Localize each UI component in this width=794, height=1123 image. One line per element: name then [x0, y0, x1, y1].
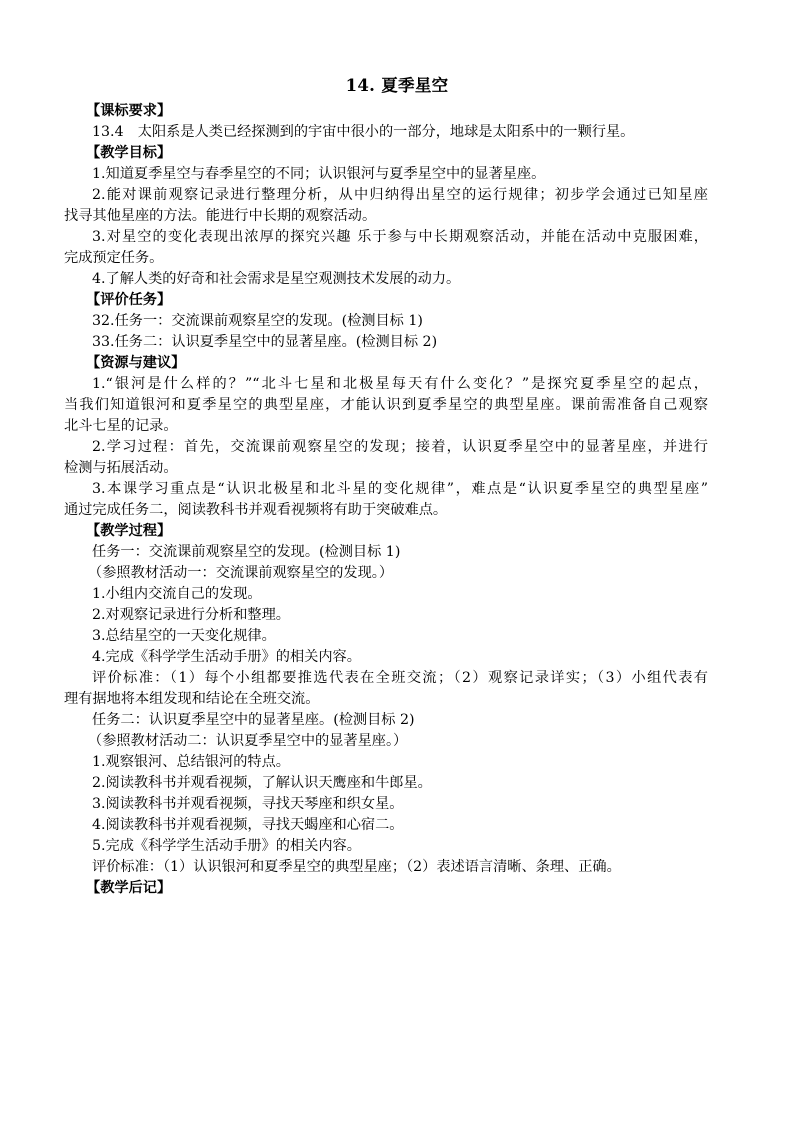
- assessment-line: 33.任务二：认识夏季星空中的显著星座。(检测目标 2): [92, 334, 438, 350]
- process-line: 5.完成《科学学生活动手册》的相关内容。: [92, 838, 361, 854]
- process-line: 3.总结星空的一天变化规律。: [92, 628, 276, 644]
- resources-line: 通过完成任务二，阅读教科书并观看视频将有助于突破难点。: [64, 502, 448, 518]
- section-heading-assessment: 【评价任务】: [86, 292, 172, 308]
- process-line: （参照教材活动二：认识夏季星空中的显著星座。）: [88, 733, 408, 749]
- goal-line: 找寻其他星座的方法。能进行中长期的观察活动。: [64, 208, 377, 224]
- section-heading-postscript: 【教学后记】: [86, 880, 172, 896]
- resources-line: 当我们知道银河和夏季星空的典型星座，才能认识到夏季星空的典型星座。课前需准备自己观察: [64, 397, 708, 413]
- process-line: 2.对观察记录进行分析和整理。: [92, 607, 290, 623]
- process-line: （参照教材活动一：交流课前观察星空的发现。）: [88, 565, 394, 581]
- section-heading-resources: 【资源与建议】: [86, 355, 186, 371]
- resources-line: 检测与拓展活动。: [64, 460, 178, 476]
- goal-line: 完成预定任务。: [64, 250, 164, 266]
- process-line: 任务二：认识夏季星空中的显著星座。(检测目标 2): [92, 712, 415, 728]
- process-line: 1.观察银河、总结银河的特点。: [92, 754, 290, 770]
- process-line: 任务一：交流课前观察星空的发现。(检测目标 1): [92, 544, 401, 560]
- process-line: 1.小组内交流自己的发现。: [92, 586, 262, 602]
- curriculum-line: 13.4 太阳系是人类已经探测到的宇宙中很小的一部分，地球是太阳系中的一颗行星。: [92, 124, 635, 140]
- goal-line: 1.知道夏季星空与春季星空的不同；认识银河与夏季星空中的显著星座。: [92, 166, 546, 182]
- section-heading-curriculum: 【课标要求】: [86, 103, 172, 119]
- process-line: 理有据地将本组发现和结论在全班交流。: [64, 691, 320, 707]
- resources-line: 3.本课学习重点是“认识北极星和北斗星的变化规律”，难点是“认识夏季星空的典型星座”: [92, 481, 708, 497]
- goal-line: 3.对星空的变化表现出浓厚的探究兴趣 乐于参与中长期观察活动，并能在活动中克服困难，: [92, 229, 708, 245]
- process-line: 4.完成《科学学生活动手册》的相关内容。: [92, 649, 361, 665]
- process-line: 3.阅读教科书并观看视频，寻找天琴座和织女星。: [92, 796, 404, 812]
- resources-line: 2.学习过程：首先，交流课前观察星空的发现；接着，认识夏季星空中的显著星座，并进行: [92, 439, 708, 455]
- resources-line: 1.“银河是什么样的？”“北斗七星和北极星每天有什么变化？”是探究夏季星空的起点，: [92, 376, 708, 392]
- section-heading-process: 【教学过程】: [86, 523, 172, 539]
- process-line: 评价标准：（1）认识银河和夏季星空的典型星座；（2）表述语言清晰、条理、正确。: [92, 859, 621, 875]
- assessment-line: 32.任务一：交流课前观察星空的发现。(检测目标 1): [92, 313, 423, 329]
- process-line: 4.阅读教科书并观看视频，寻找天蝎座和心宿二。: [92, 817, 404, 833]
- goal-line: 4.了解人类的好奇和社会需求是星空观测技术发展的动力。: [92, 271, 461, 287]
- process-line: 2.阅读教科书并观看视频，了解认识天鹰座和牛郎星。: [92, 775, 432, 791]
- process-line: 评价标准：（1）每个小组都要推选代表在全班交流；（2）观察记录详实；（3）小组代表有: [92, 670, 708, 686]
- section-heading-goals: 【教学目标】: [86, 145, 172, 161]
- document-title: 14. 夏季星空: [345, 76, 449, 95]
- goal-line: 2.能对课前观察记录进行整理分析，从中归纳得出星空的运行规律；初步学会通过已知星座: [92, 187, 708, 203]
- resources-line: 北斗七星的记录。: [64, 418, 178, 434]
